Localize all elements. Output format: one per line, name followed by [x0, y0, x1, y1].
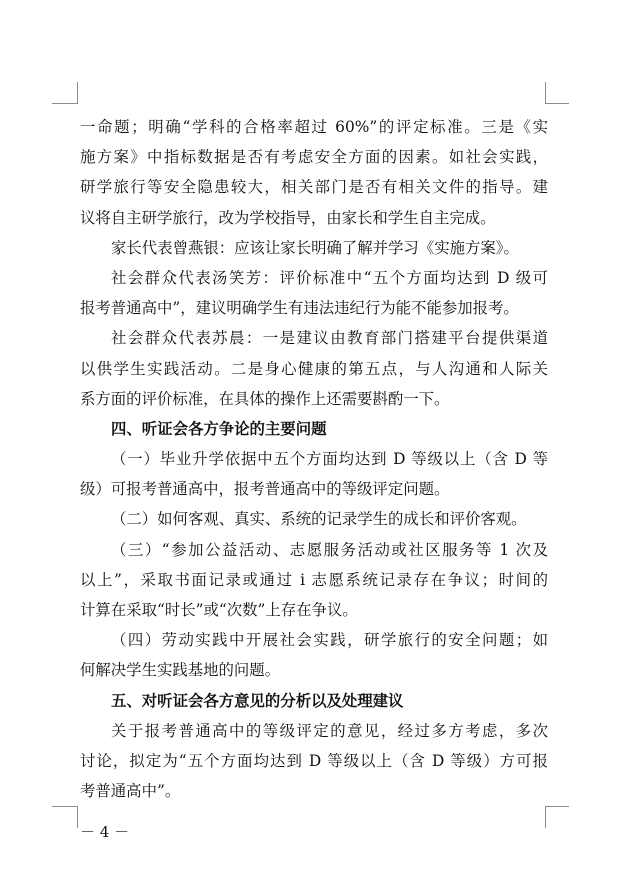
paragraph-line: 议将自主研学旅行，改为学校指导，由家长和学生自主完成。 — [80, 208, 496, 227]
crop-mark-top-right — [545, 82, 546, 104]
paragraph-line: 关于报考普通高中的等级评定的意见，经过多方考虑，多次 — [111, 721, 548, 740]
paragraph-line: 研学旅行等安全隐患较大，相关部门是否有相关文件的指导。建 — [80, 178, 548, 197]
paragraph-line: （四）劳动实践中开展社会实践，研学旅行的安全问题；如 — [111, 631, 548, 650]
crop-mark-bottom-left — [77, 806, 78, 828]
paragraph-line: 何解决学生实践基地的问题。 — [80, 661, 281, 680]
section-heading: 五、对听证会各方意见的分析以及处理建议 — [111, 691, 404, 710]
crop-mark-top-left — [52, 103, 78, 104]
page-number: － 4 － — [80, 823, 130, 841]
paragraph-line: （二）如何客观、真实、系统的记录学生的成长和评价客观。 — [111, 510, 527, 529]
paragraph-line: 级）可报考普通高中，报考普通高中的等级评定问题。 — [80, 480, 450, 499]
paragraph-line: （三）“参加公益活动、志愿服务活动或社区服务等 1 次及 — [111, 540, 548, 559]
crop-mark-top-left — [77, 82, 78, 104]
crop-mark-bottom-left — [52, 806, 78, 807]
paragraph-line: 以上”，采取书面记录或通过 i 志愿系统记录存在争议；时间的 — [80, 570, 548, 589]
paragraph-line: 考普通高中”。 — [80, 782, 181, 801]
paragraph-line: 系方面的评价标准，在具体的操作上还需要斟酌一下。 — [80, 389, 450, 408]
paragraph-line: 施方案》中指标数据是否有考虑安全方面的因素。如社会实践， — [80, 148, 548, 167]
paragraph-line: 计算在采取“时长”或“次数”上存在争议。 — [80, 601, 358, 619]
paragraph-line: 社会群众代表苏晨：一是建议由教育部门搭建平台提供渠道 — [111, 329, 548, 348]
section-heading: 四、听证会各方争论的主要问题 — [111, 419, 327, 438]
paragraph-line: （一）毕业升学依据中五个方面均达到 D 等级以上（含 D 等 — [111, 450, 548, 469]
paragraph-line: 报考普通高中”，建议明确学生有违法违纪行为能不能参加报考。 — [80, 299, 519, 318]
crop-mark-bottom-right — [545, 806, 569, 807]
paragraph-line: 讨论，拟定为“五个方面均达到 D 等级以上（含 D 等级）方可报 — [80, 751, 548, 770]
document-body — [80, 112, 548, 806]
paragraph-line: 以供学生实践活动。二是身心健康的第五点，与人沟通和人际关 — [80, 359, 548, 378]
paragraph-line: 一命题；明确“学科的合格率超过 60%”的评定标准。三是《实 — [80, 118, 548, 136]
paragraph-line: 家长代表曾燕银：应该让家长明确了解并学习《实施方案》。 — [111, 238, 519, 257]
crop-mark-bottom-right — [545, 806, 546, 828]
crop-mark-top-right — [545, 103, 569, 104]
paragraph-line: 社会群众代表汤笑芳：评价标准中“五个方面均达到 D 级可 — [111, 268, 548, 287]
